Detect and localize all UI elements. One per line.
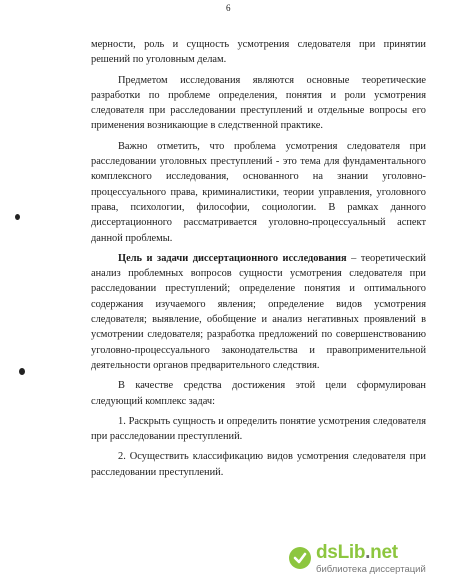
task-item-1: 1. Раскрыть сущность и определить понятие усмотрения следователя при расследовании преступлений. [91, 415, 426, 443]
paragraph-goals [91, 251, 426, 373]
watermark [288, 542, 438, 578]
scan-speck [19, 368, 25, 375]
paragraph-importance: Важно отметить, что проблема усмотрения следователя при расследовании уголовных преступлений - это тема для фундаментального комплексного исследования, основанного на знании уголовно-процессуального права, криминалистики, теории управления, уголовного права, психологии, философии, социологии. В рамках данного диссертационного рассматривается уголовно-процессуальный аспект данной проблемы. [91, 140, 426, 244]
paragraph-continuation: мерности, роль и сущность усмотрения следователя при принятии решений по уголовным делам. [91, 39, 426, 66]
document-body [91, 37, 426, 480]
page-number: 6 [226, 3, 231, 13]
watermark-logo: dsLib.net [316, 542, 398, 563]
paragraph-tasks-intro: В качестве средства достижения этой цели сформулирован следующий комплекс задач: [91, 380, 426, 407]
task-item-2: 2. Осуществить классификацию видов усмотрения следователя при расследовании преступлений. [91, 451, 426, 478]
goals-heading: Цель и задачи диссертационного исследования [118, 252, 347, 264]
paragraph-subject: Предметом исследования являются основные теоретические разработки по проблеме определения, понятия и роли усмотрения следователя при расследовании преступлений и отдельные вопросы его применения возникающие в следственной практике. [91, 74, 426, 132]
scan-speck [15, 214, 20, 220]
dslib-logo-icon [288, 546, 312, 570]
watermark-tagline: библиотека диссертаций [316, 564, 426, 575]
goals-body: – теоретический анализ проблемных вопросов сущности усмотрения следователя при расследовании преступлений; определение понятия и оптимального содержания изучаемого явления; определение видов усмотрения следователя; выявление, обобщение и анализ негативных проявлений в усмотрении следователя; разработка предложений по совершенствованию уголовно-процессуального законодательства и правоприменительной деятельности органов предварительного следствия. [91, 252, 426, 371]
